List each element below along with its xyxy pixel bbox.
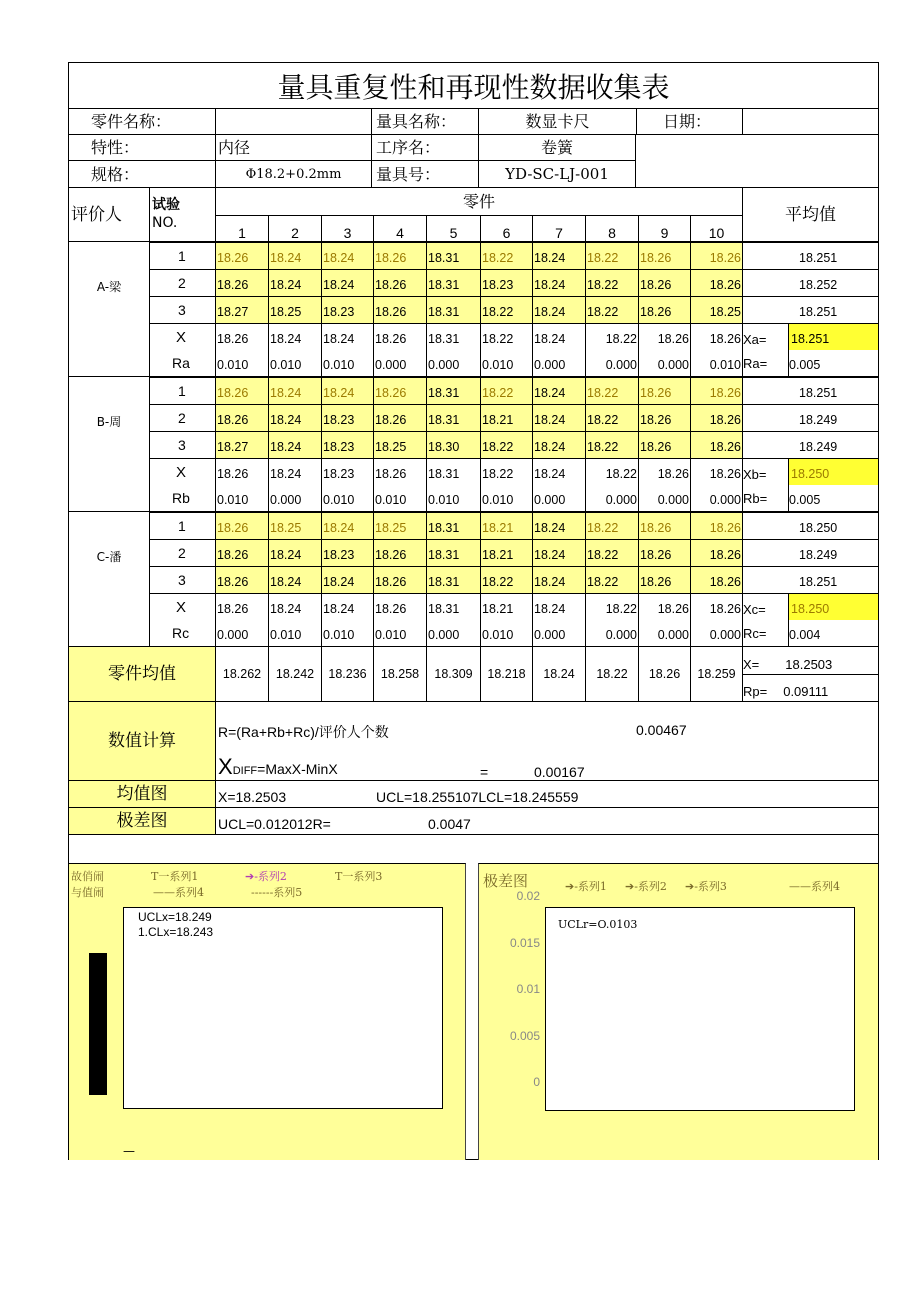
- x-mean-cell: 18.24: [532, 323, 585, 350]
- range-chart-y-tick: 0.015: [509, 935, 540, 950]
- measurement-cell: 18.26: [215, 269, 268, 296]
- r-row-label: Rb: [149, 485, 215, 512]
- measurement-cell: 18.23: [321, 404, 373, 431]
- measurement-cell: 18.26: [215, 566, 268, 593]
- x-mean-cell: 18.24: [268, 323, 321, 350]
- part-number-5: 5: [426, 215, 480, 242]
- x-mean-cell: 18.23: [321, 458, 373, 485]
- range-cell: 0.000: [373, 350, 426, 377]
- measurement-cell: 18.24: [321, 566, 373, 593]
- part-mean-cell: 18.242: [268, 647, 321, 702]
- range-cell: 0.000: [638, 350, 690, 377]
- trial-average: 18.251: [742, 296, 878, 323]
- x-average-label: Xa=: [742, 323, 788, 350]
- trial-label: 1: [149, 512, 215, 539]
- x-mean-cell: 18.22: [585, 458, 638, 485]
- measurement-cell: 18.26: [690, 377, 742, 404]
- measurement-cell: 18.26: [638, 431, 690, 458]
- calc-xdiff: [218, 754, 338, 780]
- x-mean-cell: 18.26: [215, 593, 268, 620]
- characteristic-label: 特性：: [69, 135, 215, 161]
- x-mean-cell: 18.22: [585, 593, 638, 620]
- mean-chart-label: 均值图: [69, 781, 215, 808]
- measurement-cell: 18.22: [480, 431, 532, 458]
- part-mean-cell: 18.259: [690, 647, 742, 702]
- x-row-label: X: [149, 323, 215, 350]
- measurement-cell: 18.22: [585, 566, 638, 593]
- part-mean-cell: 18.24: [532, 647, 585, 702]
- r-average-label: Ra=: [742, 350, 788, 377]
- x-mean-cell: 18.31: [426, 323, 480, 350]
- measurement-cell: 18.24: [321, 242, 373, 269]
- measurement-cell: 18.30: [426, 431, 480, 458]
- range-cell: 0.010: [321, 350, 373, 377]
- measurement-cell: 18.26: [638, 512, 690, 539]
- mean-chart-legend-1: T一系列1: [151, 870, 199, 883]
- calc-r-value: 0.00467: [636, 722, 687, 738]
- range-cell: 0.000: [585, 485, 638, 512]
- range-cell: 0.010: [480, 620, 532, 647]
- measurement-cell: 18.31: [426, 269, 480, 296]
- process-value: 卷簧: [478, 135, 636, 161]
- measurement-cell: 18.26: [638, 539, 690, 566]
- range-chart-annotation: UCLr=O.0103: [558, 918, 638, 931]
- measurement-cell: 18.26: [373, 404, 426, 431]
- appraiser-name: B-周: [69, 377, 149, 512]
- measurement-cell: 18.24: [532, 404, 585, 431]
- measurement-cell: 18.24: [532, 566, 585, 593]
- trial-label: 3: [149, 431, 215, 458]
- part-number-10: 10: [690, 215, 742, 242]
- measurement-cell: 18.26: [690, 539, 742, 566]
- measurement-cell: 18.26: [638, 377, 690, 404]
- trial-average: 18.251: [742, 566, 878, 593]
- x-row-label: X: [149, 458, 215, 485]
- header-blank: [636, 161, 878, 188]
- measurement-cell: 18.26: [638, 296, 690, 323]
- mean-chart-ucl: UCLx=18.249: [138, 910, 212, 924]
- measurement-cell: 18.24: [532, 512, 585, 539]
- mean-chart-legend-title2: 与值闹: [71, 886, 104, 899]
- measurement-cell: 18.24: [532, 242, 585, 269]
- measurement-cell: 18.31: [426, 404, 480, 431]
- x-mean-cell: 18.26: [215, 458, 268, 485]
- x-mean-cell: 18.24: [321, 593, 373, 620]
- mean-chart-legend-4: ——系列4: [153, 886, 204, 899]
- trial-average: 18.251: [742, 242, 878, 269]
- range-cell: 0.000: [690, 485, 742, 512]
- part-means-label: 零件均值: [69, 647, 215, 702]
- part-mean-cell: 18.26: [638, 647, 690, 702]
- x-mean-cell: 18.24: [532, 593, 585, 620]
- part-mean-cell: 18.236: [321, 647, 373, 702]
- trial-average: 18.252: [742, 269, 878, 296]
- measurement-cell: 18.24: [532, 539, 585, 566]
- measurement-cell: 18.26: [215, 539, 268, 566]
- mean-chart-ucl-lcl: UCL=18.255107LCL=18.245559: [376, 789, 579, 805]
- x-mean-cell: 18.24: [268, 593, 321, 620]
- range-cell: 0.010: [215, 485, 268, 512]
- measurement-cell: 18.31: [426, 377, 480, 404]
- characteristic-value: 内径: [215, 135, 371, 161]
- range-chart-y-tick: 0.005: [509, 1028, 540, 1043]
- range-cell: 0.000: [532, 485, 585, 512]
- measurement-cell: 18.24: [268, 431, 321, 458]
- trial-label: 2: [149, 269, 215, 296]
- mean-chart-footer-mark: —: [123, 1144, 135, 1158]
- data-sheet: [68, 62, 879, 1160]
- trial-label: 2: [149, 539, 215, 566]
- range-chart-y-tick: 0: [533, 1075, 540, 1089]
- measurement-cell: 18.26: [373, 539, 426, 566]
- r-average-value: 0.004: [788, 620, 878, 647]
- range-cell: 0.010: [480, 350, 532, 377]
- measurement-cell: 18.22: [585, 296, 638, 323]
- measurement-cell: 18.24: [268, 242, 321, 269]
- measurement-cell: 18.24: [532, 269, 585, 296]
- measurement-cell: 18.26: [373, 296, 426, 323]
- range-cell: 0.000: [585, 350, 638, 377]
- trial-average: 18.251: [742, 377, 878, 404]
- measurement-cell: 18.21: [480, 512, 532, 539]
- trial-header: [149, 188, 215, 242]
- gauge-no-label: 量具号：: [371, 161, 478, 188]
- range-cell: 0.000: [268, 485, 321, 512]
- measurement-cell: 18.24: [268, 377, 321, 404]
- part-name-value: [215, 109, 371, 135]
- appraiser-name: C-潘: [69, 512, 149, 647]
- measurement-cell: 18.26: [690, 512, 742, 539]
- measurement-cell: 18.24: [321, 377, 373, 404]
- measurement-cell: 18.22: [585, 377, 638, 404]
- x-mean-cell: 18.22: [480, 323, 532, 350]
- x-average-value: 18.251: [788, 323, 878, 350]
- range-cell: 0.000: [638, 485, 690, 512]
- r-average-value: 0.005: [788, 485, 878, 512]
- measurement-cell: 18.26: [638, 269, 690, 296]
- measurement-cell: 18.31: [426, 539, 480, 566]
- measurement-cell: 18.21: [480, 539, 532, 566]
- range-chart-legend-3: ➔-系列3: [685, 880, 727, 893]
- mean-chart-values: [215, 781, 878, 808]
- measurement-cell: 18.22: [585, 242, 638, 269]
- measurement-cell: 18.26: [638, 566, 690, 593]
- range-cell: 0.010: [426, 485, 480, 512]
- part-mean-cell: 18.218: [480, 647, 532, 702]
- range-chart-label: 极差图: [69, 808, 215, 835]
- trial-label: 1: [149, 377, 215, 404]
- measurement-cell: 18.26: [690, 404, 742, 431]
- page-title: 量具重复性和再现性数据收集表: [69, 63, 878, 109]
- appraiser-name: A-梁: [69, 242, 149, 377]
- mean-chart-lcl: 1.CLx=18.243: [138, 925, 214, 939]
- measurement-cell: 18.21: [480, 404, 532, 431]
- part-number-7: 7: [532, 215, 585, 242]
- calc-xdiff-sub: DIFF: [232, 765, 258, 777]
- range-chart-r: 0.0047: [428, 816, 471, 832]
- measurement-cell: 18.31: [426, 566, 480, 593]
- measurement-cell: 18.27: [215, 296, 268, 323]
- r-average-label: Rb=: [742, 485, 788, 512]
- measurement-cell: 18.31: [426, 242, 480, 269]
- measurement-cell: 18.26: [215, 512, 268, 539]
- trial-label: 3: [149, 566, 215, 593]
- range-cell: 0.010: [321, 485, 373, 512]
- x-mean-cell: 18.26: [638, 593, 690, 620]
- part-number-6: 6: [480, 215, 532, 242]
- range-cell: 0.010: [373, 485, 426, 512]
- measurement-cell: 18.22: [480, 566, 532, 593]
- x-average-value: 18.250: [788, 593, 878, 620]
- x-average-label: Xc=: [742, 593, 788, 620]
- range-chart-y-tick: 0.01: [516, 982, 540, 996]
- measurement-cell: 18.25: [268, 296, 321, 323]
- range-cell: 0.000: [215, 620, 268, 647]
- measurement-cell: 18.23: [321, 539, 373, 566]
- measurement-cell: 18.23: [321, 431, 373, 458]
- r-average-label: Rc=: [742, 620, 788, 647]
- measurement-cell: 18.26: [638, 242, 690, 269]
- measurement-cell: 18.25: [690, 296, 742, 323]
- measurement-cell: 18.22: [480, 296, 532, 323]
- part-means-x-value: 18.2503: [785, 657, 833, 672]
- x-mean-cell: 18.24: [268, 458, 321, 485]
- measurement-cell: 18.24: [321, 269, 373, 296]
- range-cell: 0.000: [690, 620, 742, 647]
- gauge-name-label: 量具名称：: [371, 109, 478, 135]
- part-mean-cell: 18.309: [426, 647, 480, 702]
- range-cell: 0.010: [480, 485, 532, 512]
- x-mean-cell: 18.26: [690, 458, 742, 485]
- range-cell: 0.000: [532, 350, 585, 377]
- x-mean-cell: 18.26: [690, 323, 742, 350]
- calc-label: 数值计算: [69, 702, 215, 781]
- range-chart-values: [215, 808, 878, 835]
- r-row-label: Ra: [149, 350, 215, 377]
- measurement-cell: 18.26: [638, 404, 690, 431]
- x-mean-cell: 18.26: [373, 593, 426, 620]
- measurement-cell: 18.26: [215, 242, 268, 269]
- calc-body: [215, 702, 878, 781]
- r-row-label: Rc: [149, 620, 215, 647]
- mean-chart-legend-3: T一系列3: [335, 870, 383, 883]
- trial-label: 1: [149, 242, 215, 269]
- calc-xdiff-x: X: [218, 754, 233, 779]
- range-chart-plot: [545, 907, 855, 1111]
- date-value: [742, 109, 878, 135]
- range-cell: 0.010: [268, 620, 321, 647]
- measurement-cell: 18.31: [426, 296, 480, 323]
- x-mean-cell: 18.24: [532, 458, 585, 485]
- measurement-cell: 18.26: [373, 242, 426, 269]
- spec-value: Φ18.2+0.2mm: [215, 161, 371, 188]
- range-chart-title: 极差图: [483, 872, 529, 890]
- range-cell: 0.010: [215, 350, 268, 377]
- part-number-9: 9: [638, 215, 690, 242]
- measurement-cell: 18.26: [373, 377, 426, 404]
- gauge-no-value: YD-SC-LJ-001: [478, 161, 636, 188]
- calc-xdiff-formula: =MaxX-MinX: [257, 761, 338, 777]
- part-number-1: 1: [215, 215, 268, 242]
- measurement-cell: 18.26: [215, 377, 268, 404]
- range-cell: 0.000: [638, 620, 690, 647]
- x-mean-cell: 18.26: [638, 323, 690, 350]
- x-mean-cell: 18.26: [373, 323, 426, 350]
- part-name-label: 零件名称：: [69, 109, 215, 135]
- trial-average: 18.249: [742, 539, 878, 566]
- x-mean-cell: 18.26: [215, 323, 268, 350]
- measurement-cell: 18.27: [215, 431, 268, 458]
- part-mean-cell: 18.22: [585, 647, 638, 702]
- x-mean-cell: 18.24: [321, 323, 373, 350]
- mean-chart-legend-5: ------系列5: [251, 886, 303, 899]
- gauge-name-value: 数显卡尺: [478, 109, 636, 135]
- trial-label: 2: [149, 404, 215, 431]
- trial-average: 18.250: [742, 512, 878, 539]
- appraiser-header: 评价人: [69, 188, 149, 242]
- part-number-8: 8: [585, 215, 638, 242]
- part-means-rp-value: 0.09111: [783, 684, 829, 699]
- mean-chart-panel: [69, 863, 466, 1160]
- x-mean-cell: 18.26: [638, 458, 690, 485]
- range-cell: 0.010: [268, 350, 321, 377]
- measurement-cell: 18.26: [690, 566, 742, 593]
- x-average-label: Xb=: [742, 458, 788, 485]
- measurement-cell: 18.22: [585, 431, 638, 458]
- range-chart-ucl: UCL=0.012012R=: [218, 816, 331, 832]
- range-chart-y-tick: 0.02: [516, 889, 540, 903]
- measurement-cell: 18.24: [532, 377, 585, 404]
- x-average-value: 18.250: [788, 458, 878, 485]
- calc-xdiff-value: 0.00167: [534, 764, 585, 780]
- range-chart-legend-4: ——系列4: [789, 880, 840, 893]
- measurement-cell: 18.22: [480, 377, 532, 404]
- part-means-rp-label: Rp=: [743, 684, 768, 699]
- measurement-cell: 18.31: [426, 512, 480, 539]
- measurement-cell: 18.26: [690, 431, 742, 458]
- measurement-cell: 18.24: [268, 566, 321, 593]
- measurement-cell: 18.26: [373, 566, 426, 593]
- mean-chart-x: X=18.2503: [218, 789, 287, 805]
- x-row-label: X: [149, 593, 215, 620]
- part-mean-cell: 18.258: [373, 647, 426, 702]
- mean-chart-plot: [123, 907, 443, 1109]
- x-mean-cell: 18.22: [585, 323, 638, 350]
- part-number-4: 4: [373, 215, 426, 242]
- range-cell: 0.010: [321, 620, 373, 647]
- trial-average: 18.249: [742, 431, 878, 458]
- x-mean-cell: 18.22: [480, 458, 532, 485]
- range-cell: 0.000: [532, 620, 585, 647]
- part-means-x: [742, 647, 878, 675]
- mean-chart-legend-2: ➔-系列2: [245, 870, 287, 883]
- measurement-cell: 18.23: [480, 269, 532, 296]
- measurement-cell: 18.24: [321, 512, 373, 539]
- x-mean-cell: 18.31: [426, 593, 480, 620]
- measurement-cell: 18.26: [690, 269, 742, 296]
- measurement-cell: 18.22: [585, 539, 638, 566]
- range-cell: 0.000: [426, 620, 480, 647]
- part-mean-cell: 18.262: [215, 647, 268, 702]
- measurement-cell: 18.22: [585, 404, 638, 431]
- measurement-cell: 18.22: [585, 512, 638, 539]
- measurement-cell: 18.24: [268, 269, 321, 296]
- r-average-value: 0.005: [788, 350, 878, 377]
- range-cell: 0.000: [426, 350, 480, 377]
- date-label: 日期：: [636, 109, 742, 135]
- measurement-cell: 18.23: [321, 296, 373, 323]
- range-cell: 0.010: [690, 350, 742, 377]
- measurement-cell: 18.26: [373, 269, 426, 296]
- measurement-cell: 18.24: [268, 404, 321, 431]
- mean-chart-black-bar: [89, 953, 107, 1095]
- mean-chart-legend-title1: 故俏闹: [71, 870, 104, 883]
- average-header: 平均值: [742, 188, 878, 242]
- x-mean-cell: 18.31: [426, 458, 480, 485]
- x-mean-cell: 18.26: [373, 458, 426, 485]
- part-number-2: 2: [268, 215, 321, 242]
- trial-header-line1: 试验: [152, 197, 180, 213]
- measurement-cell: 18.22: [585, 269, 638, 296]
- measurement-cell: 18.25: [373, 512, 426, 539]
- calc-r-formula: R=(Ra+Rb+Rc)/评价人个数: [218, 724, 389, 740]
- trial-header-line2: NO.: [152, 215, 178, 231]
- trial-label: 3: [149, 296, 215, 323]
- spec-label: 规格：: [69, 161, 215, 188]
- process-label: 工序名：: [371, 135, 478, 161]
- measurement-cell: 18.24: [532, 296, 585, 323]
- part-means-x-label: X=: [743, 657, 760, 672]
- measurement-cell: 18.24: [532, 431, 585, 458]
- measurement-cell: 18.25: [268, 512, 321, 539]
- part-header: 零件: [215, 188, 742, 215]
- measurement-cell: 18.26: [215, 404, 268, 431]
- trial-average: 18.249: [742, 404, 878, 431]
- range-cell: 0.010: [373, 620, 426, 647]
- part-number-3: 3: [321, 215, 373, 242]
- measurement-cell: 18.25: [373, 431, 426, 458]
- x-mean-cell: 18.26: [690, 593, 742, 620]
- part-means-rp: [742, 675, 878, 702]
- range-cell: 0.000: [585, 620, 638, 647]
- measurement-cell: 18.22: [480, 242, 532, 269]
- range-chart-legend-2: ➔-系列2: [625, 880, 667, 893]
- range-chart-panel: [478, 863, 878, 1160]
- calc-xdiff-eq: =: [480, 764, 489, 780]
- x-mean-cell: 18.21: [480, 593, 532, 620]
- range-chart-legend-1: ➔-系列1: [565, 880, 607, 893]
- measurement-cell: 18.24: [268, 539, 321, 566]
- measurement-cell: 18.26: [690, 242, 742, 269]
